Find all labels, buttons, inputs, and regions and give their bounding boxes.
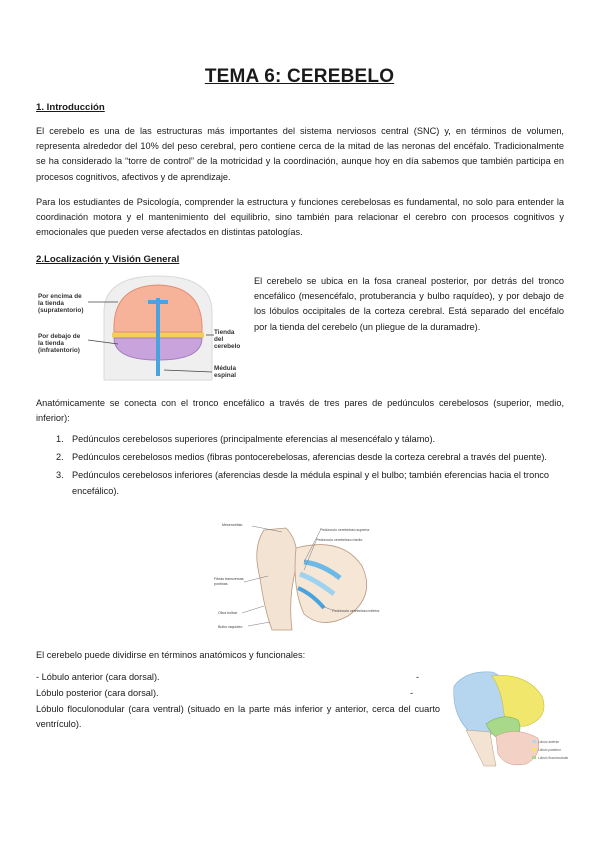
section-heading-location: 2.Localización y Visión General xyxy=(36,254,180,265)
location-paragraph: El cerebelo se ubica en la fosa craneal posterior, por detrás del tronco encefálico (mesencéfalo, protuberancia y bulbo raquídeo), y por debajo de los lóbulos occipitales de la corteza cerebral. Está separado del encéfalo por la tienda del cerebelo (un pliegue de la duramadre). xyxy=(254,276,564,332)
list-item: 3. Pedúnculos cerebelosos inferiores (aferencias desde la médula espinal y el bulbo; también eferencias hacia el tronco encefálico). xyxy=(56,470,550,496)
list-item: 1. Pedúnculos cerebelosos superiores (principalmente eferencias al mesencéfalo y tálamo). xyxy=(56,434,436,444)
label-infratentorio-3: (infratentorio) xyxy=(38,347,80,354)
label-fibras-2: pontinas xyxy=(214,582,228,586)
label-medio: Pedúnculo cerebeloso medio xyxy=(316,538,363,542)
label-infratentorio-2: la tienda xyxy=(38,340,64,347)
section-heading-intro: 1. Introducción xyxy=(36,102,105,113)
lobe-item-posterior: Lóbulo posterior (cara dorsal). xyxy=(36,688,159,698)
dash-mark: - xyxy=(410,688,414,698)
label-tienda-3: cerebelo xyxy=(214,343,241,350)
tentorium-diagram xyxy=(36,272,244,384)
label-medula-1: Médula xyxy=(214,365,237,372)
page-title: TEMA 6: CEREBELO xyxy=(204,66,395,87)
label-infratentorio-1: Por debajo de xyxy=(38,333,81,340)
legend-swatch-flocculonodular xyxy=(532,756,536,759)
label-oliva: Oliva bulbar xyxy=(218,611,238,615)
peduncle-list xyxy=(56,432,564,502)
label-supratentorio-1: Por encima de xyxy=(38,293,82,300)
lobe-item-anterior: - Lóbulo anterior (cara dorsal). xyxy=(36,672,160,682)
label-supratentorio-2: la tienda xyxy=(38,300,64,307)
label-medula-2: espinal xyxy=(214,372,237,379)
intro-paragraph-2: Para los estudiantes de Psicología, comprender la estructura y funciones cerebelosas es fundamental, no solo para entender la coordinación motora y el mantenimiento del equilibrio, sino también para relacionar el cerebro con procesos cognitivos y emocionales que pueden verse afectados en distintas patologías. xyxy=(36,197,564,238)
label-fibras-1: Fibras transversas xyxy=(214,577,244,581)
label-superior: Pedúnculo cerebeloso superior xyxy=(320,528,370,532)
legend-anterior: Lóbulo anterior xyxy=(538,740,560,744)
label-mesencefalo: Mesencéfalo xyxy=(222,523,243,527)
legend-flocculonodular: Lóbulo floculonodular xyxy=(538,756,569,760)
label-tienda-2: del xyxy=(214,336,224,343)
anatomy-paragraph: Anatómicamente se conecta con el tronco encefálico a través de tres pares de pedúnculos cerebelosos (superior, medio, inferior): xyxy=(36,398,564,424)
label-supratentorio-3: (supratentorio) xyxy=(38,307,84,314)
division-paragraph: El cerebelo puede dividirse en términos anatómicos y funcionales: xyxy=(36,650,306,660)
legend-swatch-posterior xyxy=(532,748,536,751)
intro-paragraph-1: El cerebelo es una de las estructuras más importantes del sistema nerviosos central (SNC) y, en términos de volumen, representa alrededor del 10% del peso cerebral, pero contiene cerca de la mitad de las neronas del encéfalo. Tradicionalmente se ha considerado la “torre de control” de la motricidad y la coordinación, aunque hoy en día sabemos que también participa en procesos cognitivos, afectivos y de aprendizaje. xyxy=(36,126,564,182)
label-tienda-1: Tienda xyxy=(214,329,235,336)
list-item: 2. Pedúnculos cerebelosos medios (fibras pontocerebelosas, aferencias desde la corteza cerebral a través del puente). xyxy=(56,452,547,463)
lobe-item-flocculonodular: Lóbulo floculonodular (cara ventral) (situado en la parte más inferior y anterior, cerca del cuarto ventrículo). xyxy=(36,704,440,730)
label-inferior: Pedúnculo cerebeloso inferior xyxy=(332,609,380,613)
label-bulbo: Bulbo raquídeo xyxy=(218,625,243,629)
legend-posterior: Lóbulo posterior xyxy=(538,748,561,752)
dash-mark: - xyxy=(416,672,420,682)
lobes-diagram xyxy=(446,666,569,772)
peduncles-diagram xyxy=(212,518,390,638)
legend-swatch-anterior xyxy=(532,740,536,743)
